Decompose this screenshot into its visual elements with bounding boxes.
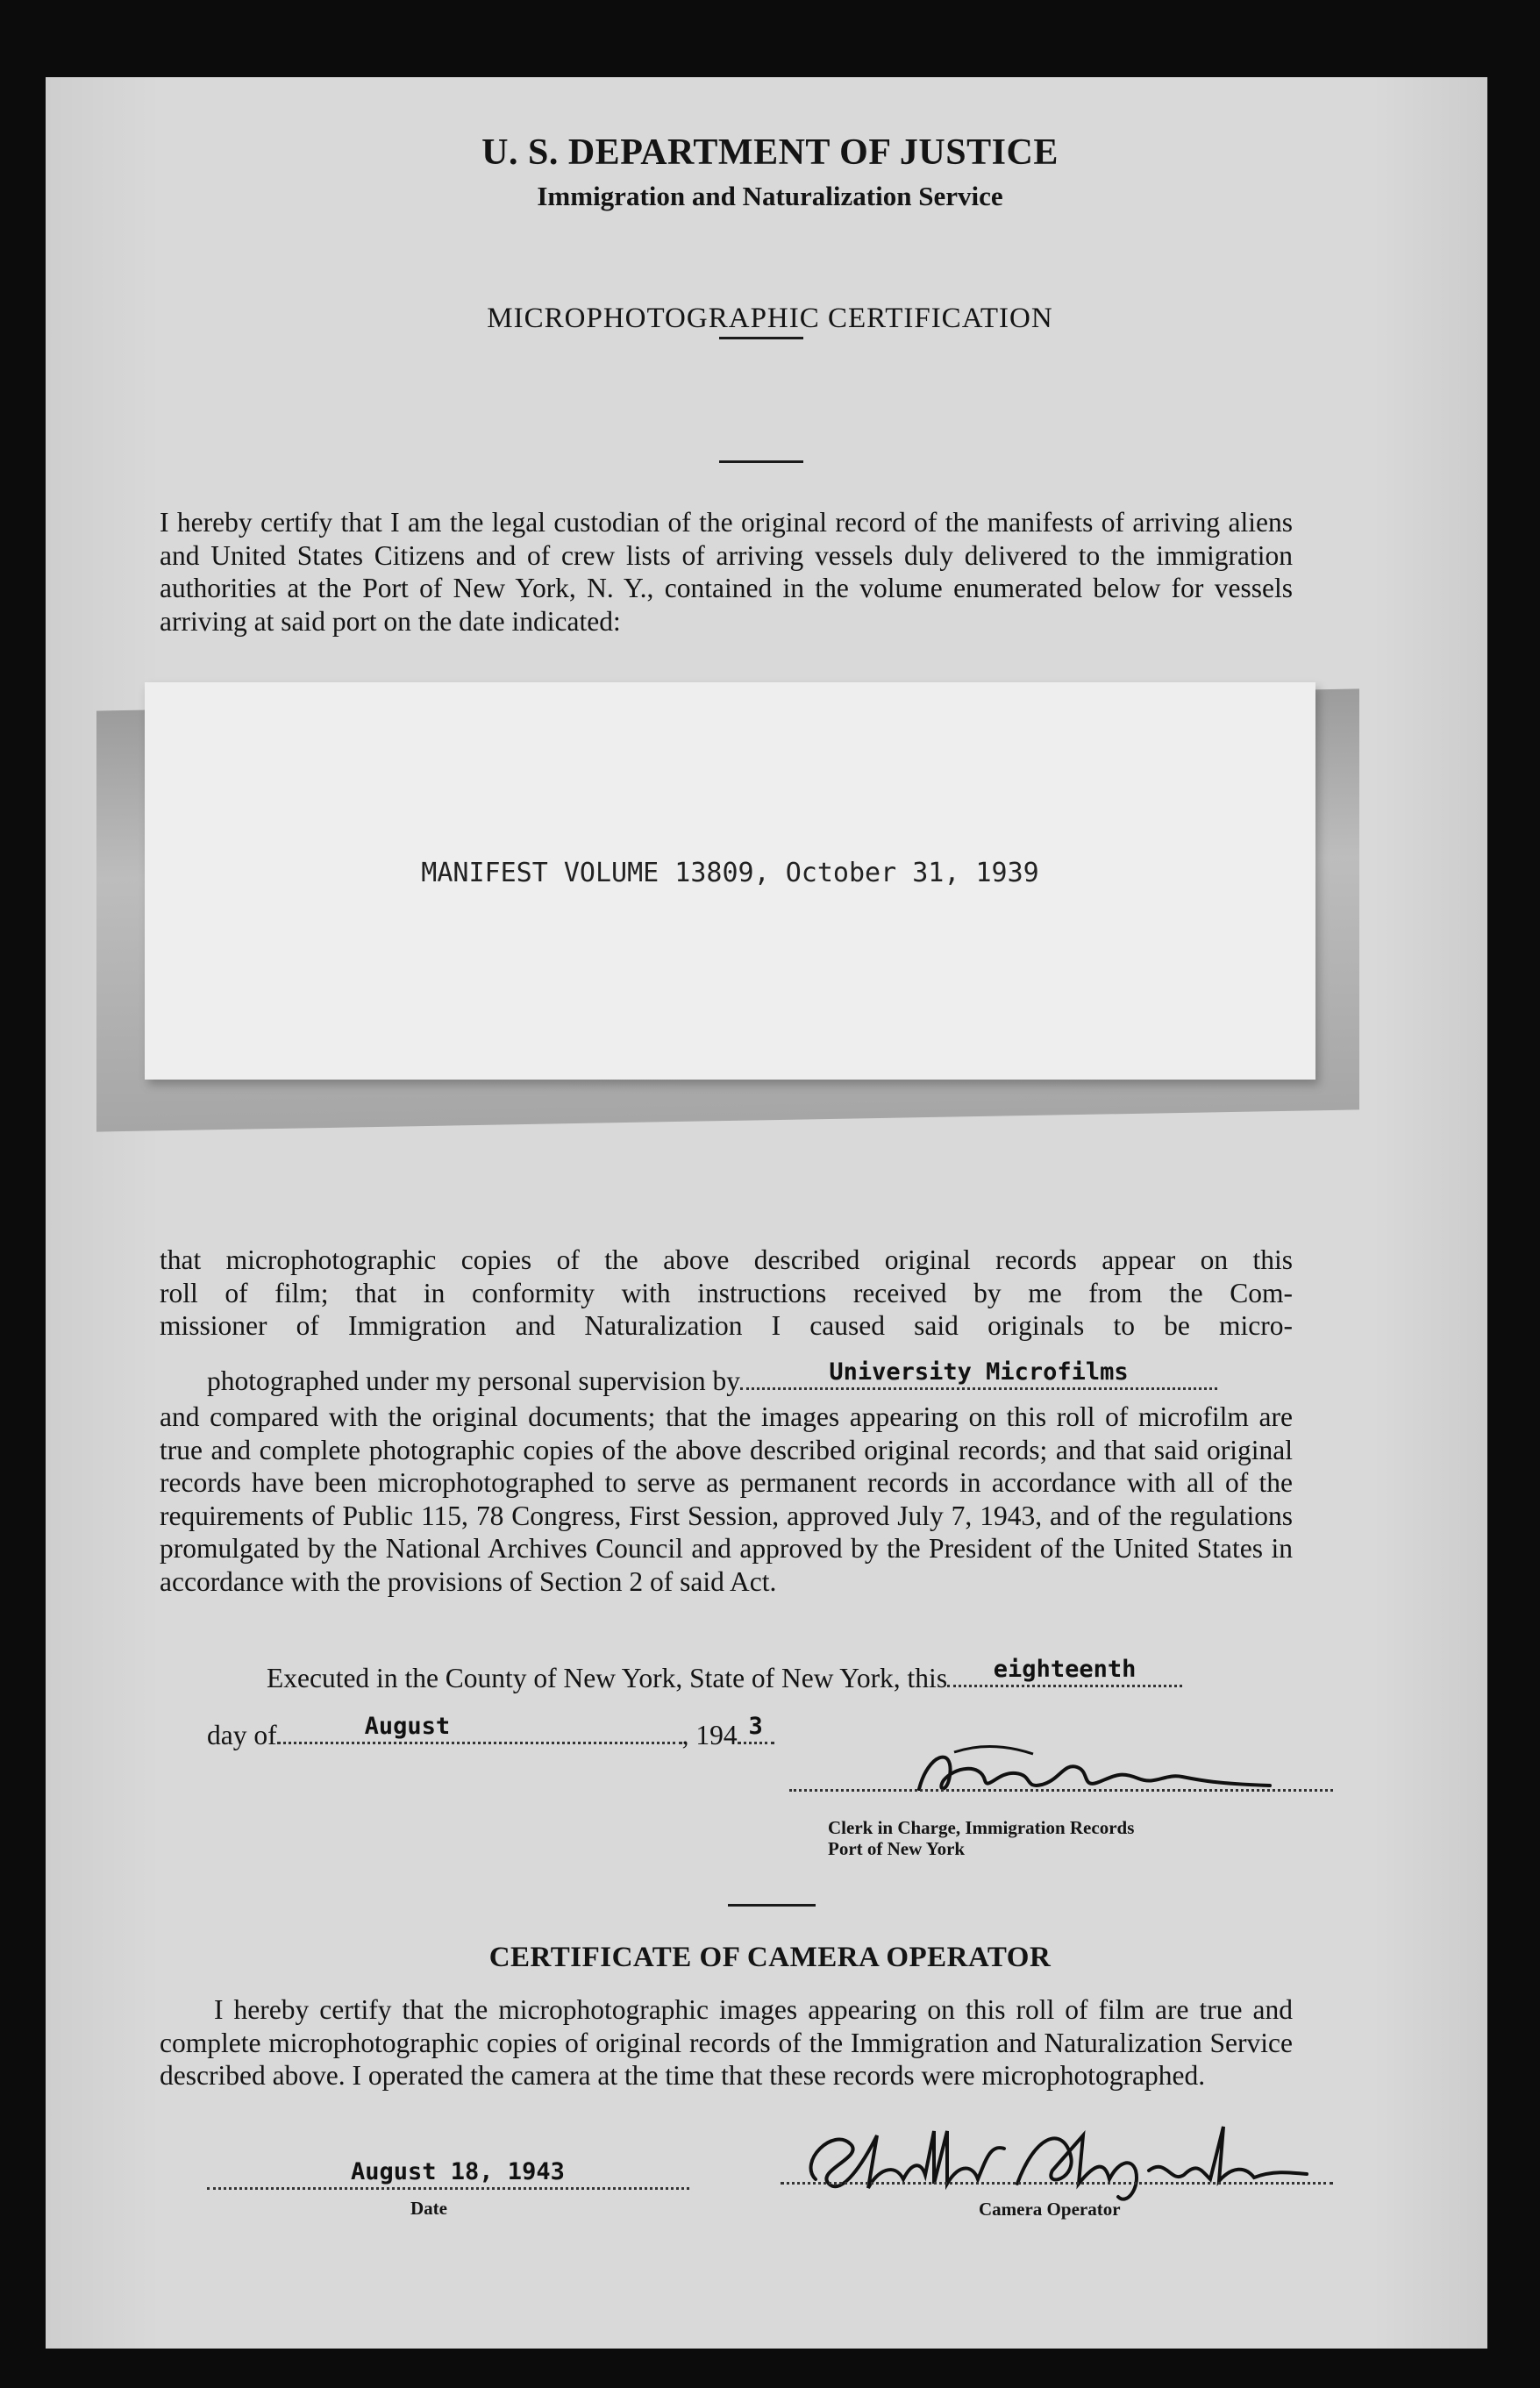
camera-operator-signature (781, 2109, 1324, 2206)
executed-prefix: Executed in the County of New York, State of New York, this (267, 1663, 948, 1693)
camera-operator-signature-line (781, 2173, 1333, 2185)
year-prefix: , 194 (681, 1720, 738, 1750)
manifest-volume-text: MANIFEST VOLUME 13809, October 31, 1939 (421, 858, 1039, 888)
camera-date-field (207, 2158, 689, 2190)
day-field (947, 1656, 1182, 1687)
divider (728, 1904, 816, 1907)
day-typed: eighteenth (993, 1656, 1137, 1683)
clerk-signature-line (789, 1780, 1333, 1792)
department-heading: U. S. DEPARTMENT OF JUSTICE (481, 132, 1059, 173)
clerk-title-line: Port of New York (828, 1838, 966, 1859)
body-first-lines (160, 1244, 1293, 1343)
camera-date-label: Date (410, 2198, 447, 2219)
supervisor-field (740, 1358, 1217, 1390)
camera-date-typed: August 18, 1943 (351, 2158, 565, 2185)
body-line: missioner of Immigration and Naturalization I caused said originals to be micro- (160, 1310, 1293, 1341)
supervisor-typed: University Microfilms (829, 1358, 1129, 1386)
service-subheading: Immigration and Naturalization Service (537, 181, 1003, 211)
supervision-line (207, 1358, 1217, 1397)
clerk-signature (902, 1736, 1305, 1807)
supervision-prefix: photographed under my personal supervision by (207, 1365, 741, 1396)
certification-title: MICROPHOTOGRAPHIC CERTIFICATION (487, 303, 1053, 334)
body-line: that microphotographic copies of the above described original records appear on this (160, 1244, 1293, 1275)
body-line: roll of film; that in conformity with instructions received by me from the Com- (160, 1277, 1293, 1308)
manifest-slip (145, 682, 1315, 1080)
clerk-title-line: Clerk in Charge, Immigration Records (828, 1817, 1135, 1838)
camera-paragraph: I hereby certify that the microphotographic images appearing on this roll of film are true and complete microphotographic copies of original records of the Immigration and Naturalization Service described above. I operated the camera at the time that these records were microphotographed. (160, 1994, 1293, 2091)
body-rest-paragraph: and compared with the original documents; that the images appearing on this roll of microfilm are true and complete photographic copies of the above described original records; and that said original records have been microphotographed to serve as permanent records in accordance with all of the requirements of Public 115, 78 Congress, First Session, approved July 7, 1943, and of the regulations promulgated by the National Archives Council and approved by the President of the United States in accordance with the provisions of Section 2 of said Act. (160, 1401, 1293, 1597)
date-line (207, 1713, 774, 1751)
year-typed: 3 (748, 1713, 763, 1740)
camera-operator-label: Camera Operator (979, 2199, 1121, 2220)
camera-heading: CERTIFICATE OF CAMERA OPERATOR (488, 1942, 1052, 1973)
divider (719, 337, 803, 339)
divider (719, 460, 803, 463)
month-typed: August (364, 1713, 451, 1740)
year-field (738, 1713, 774, 1744)
clerk-title (828, 1817, 1134, 1859)
day-of-label: day of (207, 1720, 277, 1750)
intro-paragraph: I hereby certify that I am the legal custodian of the original record of the manifests of arriving aliens and United States Citizens and of crew lists of arriving vessels duly delivered to the immigration authorities at the Port of New York, N. Y., contained in the volume enumerated below for vessels arriving at said port on the date indicated: (160, 507, 1293, 637)
executed-line (267, 1656, 1182, 1694)
month-field (277, 1713, 682, 1744)
